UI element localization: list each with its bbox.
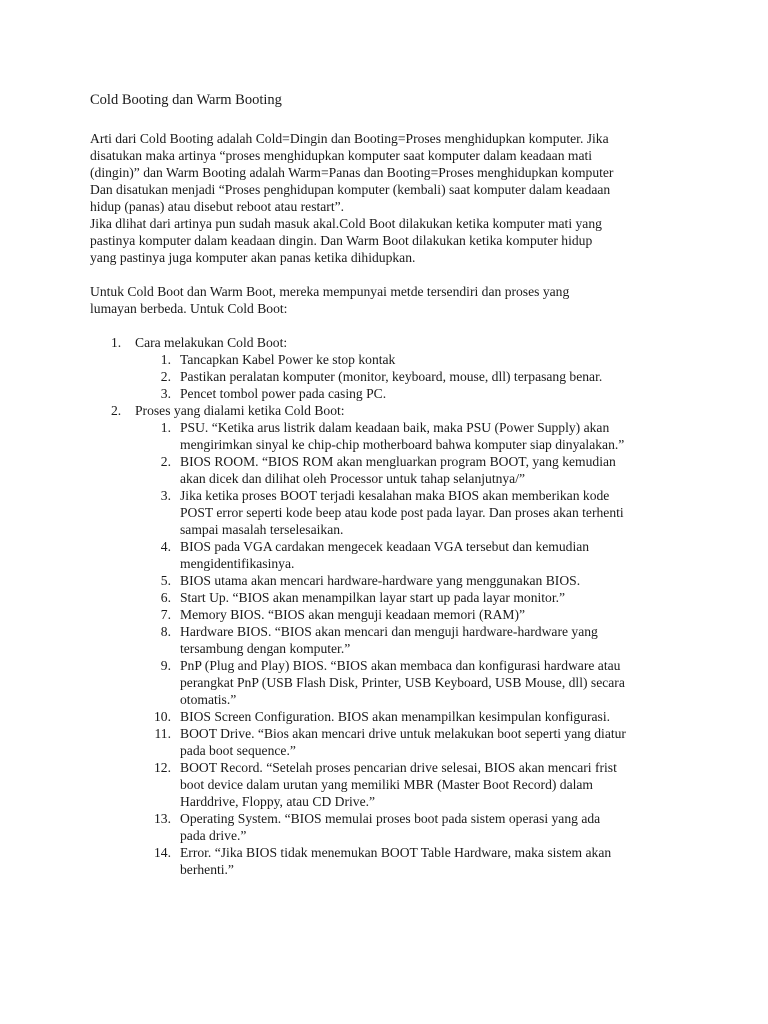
step-number: 7.	[160, 607, 171, 622]
step-item	[135, 589, 690, 606]
step-number: 6.	[160, 590, 171, 605]
step-text-line: Operating System. “BIOS memulai proses boot pada sistem operasi yang ada	[180, 811, 601, 826]
step-text-line: PnP (Plug and Play) BIOS. “BIOS akan membaca dan konfigurasi hardware atau	[180, 658, 621, 673]
step-number: 2.	[160, 369, 171, 384]
step-number: 1.	[160, 352, 171, 367]
step-text-line: Jika ketika proses BOOT terjadi kesalahan maka BIOS akan memberikan kode	[180, 488, 610, 503]
step-item	[135, 453, 690, 487]
step-text-line: boot device dalam urutan yang memiliki MBR (Master Boot Record) dalam	[180, 777, 594, 792]
step-text-line: mengirimkan sinyal ke chip-chip motherboard bahwa komputer siap dinyalakan.”	[180, 437, 625, 452]
step-number: 8.	[160, 624, 171, 639]
step-number: 9.	[160, 658, 171, 673]
step-text-line: BOOT Drive. “Bios akan mencari drive untuk melakukan boot seperti yang diatur	[180, 726, 626, 741]
second-paragraph	[90, 283, 690, 317]
document-title: Cold Booting dan Warm Booting	[90, 92, 282, 108]
step-item	[135, 419, 690, 453]
step-text-line: Harddrive, Floppy, atau CD Drive.”	[180, 794, 376, 809]
intro-line: disatukan maka artinya “proses menghidupkan komputer saat komputer dalam keadaan mati	[90, 148, 593, 163]
step-text-line: Start Up. “BIOS akan menampilkan layar start up pada layar monitor.”	[180, 590, 566, 605]
section-number: 2.	[111, 403, 122, 418]
step-text-line: BIOS pada VGA cardakan mengecek keadaan VGA tersebut dan kemudian	[180, 539, 590, 554]
intro-paragraph	[90, 130, 690, 266]
step-text-line: Memory BIOS. “BIOS akan menguji keadaan memori (RAM)”	[180, 607, 526, 622]
step-text-line: Pastikan peralatan komputer (monitor, keyboard, mouse, dll) terpasang benar.	[180, 369, 603, 384]
section-label: Proses yang dialami ketika Cold Boot:	[135, 403, 345, 418]
step-item	[135, 725, 690, 759]
step-text-line: BIOS ROOM. “BIOS ROM akan mengluarkan program BOOT, yang kemudian	[180, 454, 616, 469]
step-number: 13.	[154, 811, 171, 826]
step-item	[135, 657, 690, 708]
step-text-line: pada drive.”	[180, 828, 247, 843]
step-number: 10.	[154, 709, 171, 724]
step-number: 3.	[160, 488, 171, 503]
step-text-line: BIOS utama akan mencari hardware-hardware yang menggunakan BIOS.	[180, 573, 581, 588]
step-number: 11.	[154, 726, 171, 741]
section-number: 1.	[111, 335, 122, 350]
step-text-line: Error. “Jika BIOS tidak menemukan BOOT Table Hardware, maka sistem akan	[180, 845, 612, 860]
step-number: 12.	[154, 760, 171, 775]
section-label: Cara melakukan Cold Boot:	[135, 335, 288, 350]
step-number: 1.	[160, 420, 171, 435]
step-text-line: akan dicek dan dilihat oleh Processor untuk tahap selanjutnya/”	[180, 471, 526, 486]
step-list	[135, 351, 690, 402]
step-number: 4.	[160, 539, 171, 554]
step-item	[135, 487, 690, 538]
intro-line: Jika dlihat dari artinya pun sudah masuk akal.Cold Boot dilakukan ketika komputer mati yang	[90, 216, 602, 231]
second-paragraph-line: Untuk Cold Boot dan Warm Boot, mereka mempunyai metde tersendiri dan proses yang	[90, 284, 570, 299]
step-text-line: Pencet tombol power pada casing PC.	[180, 386, 387, 401]
step-item	[135, 385, 690, 402]
step-text-line: BIOS Screen Configuration. BIOS akan menampilkan kesimpulan konfigurasi.	[180, 709, 611, 724]
intro-line: (dingin)” dan Warm Booting adalah Warm=Panas dan Booting=Proses menghidupkan komputer	[90, 165, 614, 180]
step-item	[135, 708, 690, 725]
step-text-line: perangkat PnP (USB Flash Disk, Printer, USB Keyboard, USB Mouse, dll) secara	[180, 675, 625, 690]
step-number: 2.	[160, 454, 171, 469]
step-item	[135, 538, 690, 572]
intro-line: Arti dari Cold Booting adalah Cold=Dingin dan Booting=Proses menghidupkan komputer. Jika	[90, 131, 609, 146]
step-item	[135, 623, 690, 657]
step-item	[135, 572, 690, 589]
step-text-line: Hardware BIOS. “BIOS akan mencari dan menguji hardware-hardware yang	[180, 624, 598, 639]
step-text-line: mengidentifikasinya.	[180, 556, 295, 571]
step-text-line: otomatis.”	[180, 692, 237, 707]
step-text-line: pada boot sequence.”	[180, 743, 296, 758]
step-item	[135, 759, 690, 810]
second-paragraph-line: lumayan berbeda. Untuk Cold Boot:	[90, 301, 288, 316]
step-text-line: sampai masalah terselesaikan.	[180, 522, 344, 537]
section-list	[90, 334, 690, 878]
step-text-line: POST error seperti kode beep atau kode post pada layar. Dan proses akan terhenti	[180, 505, 624, 520]
step-item	[135, 810, 690, 844]
step-item	[135, 844, 690, 878]
step-item	[135, 351, 690, 368]
intro-line: yang pastinya juga komputer akan panas ketika dihidupkan.	[90, 250, 416, 265]
intro-line: pastinya komputer dalam keadaan dingin. Dan Warm Boot dilakukan ketika komputer hidup	[90, 233, 593, 248]
step-text-line: PSU. “Ketika arus listrik dalam keadaan baik, maka PSU (Power Supply) akan	[180, 420, 610, 435]
intro-line: Dan disatukan menjadi “Proses penghidupan komputer (kembali) saat komputer dalam keadaan	[90, 182, 611, 197]
step-text-line: BOOT Record. “Setelah proses pencarian drive selesai, BIOS akan mencari frist	[180, 760, 617, 775]
section-item	[90, 334, 690, 402]
step-text-line: berhenti.”	[180, 862, 234, 877]
intro-line: hidup (panas) atau disebut reboot atau restart”.	[90, 199, 345, 214]
step-number: 14.	[154, 845, 171, 860]
document-page	[90, 92, 690, 878]
section-item	[90, 402, 690, 878]
step-list	[135, 419, 690, 878]
step-text-line: tersambung dengan komputer.”	[180, 641, 351, 656]
step-text-line: Tancapkan Kabel Power ke stop kontak	[180, 352, 396, 367]
step-item	[135, 606, 690, 623]
step-item	[135, 368, 690, 385]
step-number: 3.	[160, 386, 171, 401]
step-number: 5.	[160, 573, 171, 588]
